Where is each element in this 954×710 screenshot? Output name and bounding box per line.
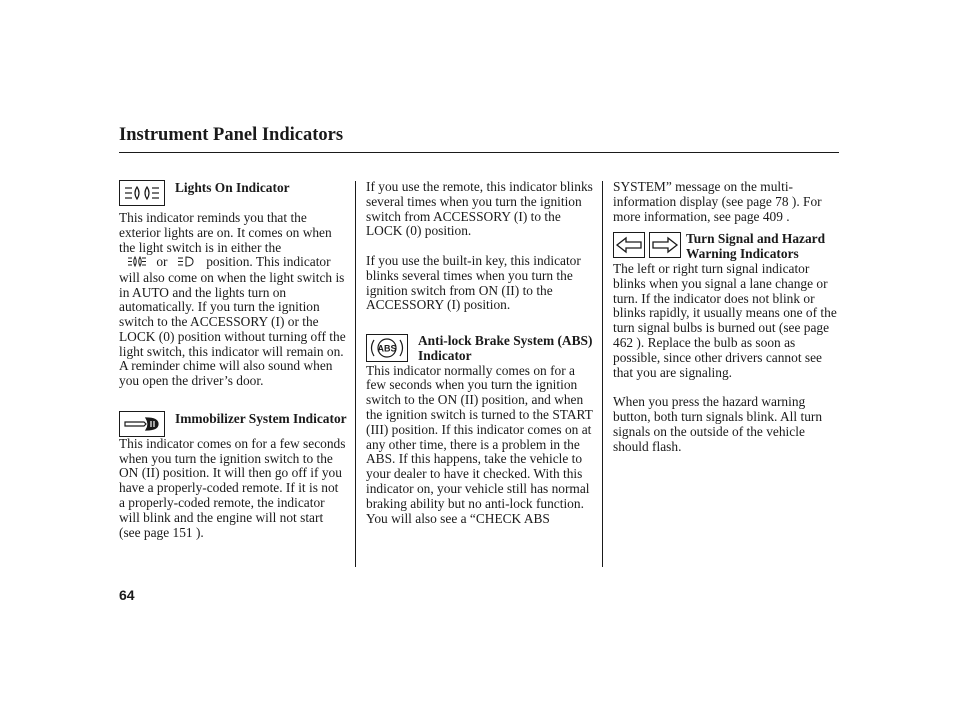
column-1 (119, 180, 347, 540)
abs-continued: SYSTEM” message on the multi-information display (see page 78 ). For more information, see page 409 . (613, 179, 822, 224)
abs-heading-row (366, 334, 594, 364)
or-word: or (156, 254, 168, 270)
lights-on-text-b: position. This indicator will also come on when the light switch is in AUTO and the lights turn on automatically. If you turn the ignition switch to the ACCESSORY (I) or the LOCK (0) position without turning off the light switch, this indicator will remain on. A reminder chime will also sound when you open the driver’s door. (119, 254, 346, 389)
lights-on-heading: Lights On Indicator (175, 180, 290, 195)
immobilizer-body: This indicator comes on for a few seconds when you turn the ignition switch to the ON (II) position. It will then go off if you have a properly-coded remote. If it is not a properly-coded remote, the indicator will blink and the engine will not start (see page 151 ). (119, 435, 346, 540)
lights-on-heading-row (119, 180, 347, 206)
column-2 (366, 180, 594, 526)
headlights-icon (177, 256, 195, 271)
immobilizer-heading-row (119, 412, 347, 437)
immobilizer-key-icon (119, 411, 165, 437)
abs-body: This indicator normally comes on for a few seconds when you turn the ignition switch to the ON (II) position, and when the ignition switch is turned to the START (III) position. If this indicator comes on at any other time, there is a problem in the ABS. If this happens, take the vehicle to your dealer to have it checked. With this indicator on, your vehicle still has normal braking ability but no anti-lock function. You will also see a “CHECK ABS (366, 362, 593, 526)
abs-icon-label: ABS (377, 343, 397, 354)
immobilizer-heading: Immobilizer System Indicator (175, 410, 347, 426)
turn-signal-heading-row (613, 232, 839, 262)
remote-paragraph: If you use the remote, this indicator blinks several times when you turn the ignition switch from ACCESSORY (I) to the LOCK (0) position. (366, 179, 593, 239)
turn-signal-body: The left or right turn signal indicator blinks when you signal a lane change or turn. If the indicator does not blink or blinks rapidly, it usually means one of the turn signal bulbs is burned out (see page 462 ). Replace the bulb as soon as possible, since other drivers cannot see that you are signaling. (613, 260, 837, 380)
page-title: Instrument Panel Indicators (119, 125, 344, 145)
built-in-key-paragraph: If you use the built-in key, this indicator blinks several times when you turn the ignition switch from ON (II) to the ACCESSORY (I) position. (366, 252, 581, 313)
parking-lights-icon (127, 256, 147, 271)
turn-signal-heading: Turn Signal and Hazard Warning Indicators (686, 231, 826, 262)
column-divider-1 (355, 181, 356, 567)
left-turn-arrow-icon (613, 232, 645, 258)
hazard-body: When you press the hazard warning button, both turn signals blink. All turn signals on the outside of the vehicle should flash. (613, 394, 823, 454)
column-3 (613, 180, 839, 454)
right-turn-arrow-icon (649, 232, 681, 258)
title-rule (119, 152, 839, 153)
lights-on-icon (119, 180, 165, 206)
page-number: 64 (119, 587, 135, 603)
column-divider-2 (602, 181, 603, 567)
abs-icon (366, 334, 408, 362)
abs-heading: Anti-lock Brake System (ABS) Indicator (418, 332, 593, 363)
lights-on-text-a: This indicator reminds you that the exterior lights are on. It comes on when the light switch is in either the (119, 210, 332, 255)
